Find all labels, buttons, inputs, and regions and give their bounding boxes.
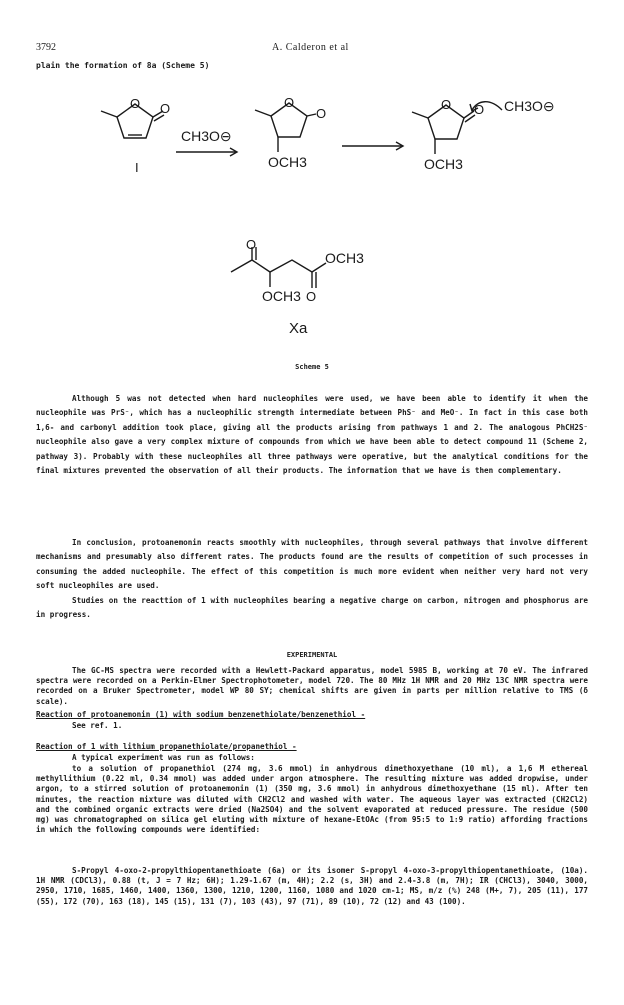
experimental-general: The GC-MS spectra were recorded with a Hewlett-Packard apparatus, model 5985 B, working at 70 eV. The infrared spectra were recorded on a Perkin-Elmer Spectrophotometer, model 720. The 80 MHz 1H NMR and 20 MHz 13C NMR spectra were recorded on a Bruker Spectrometer, model WP 80 SY; chemical shifts are given in parts per million relative to TMS (δ scale). (36, 666, 588, 706)
heading-reaction-benzenethiolate: Reaction of protoanemonin (1) with sodium benzenethiolate/benzenethiol - (36, 710, 366, 719)
och3-ether-Xa: OCH3 (262, 288, 301, 304)
svg-text:O: O (316, 106, 327, 121)
compound-characterization: S-Propyl 4-oxo-2-propylthiopentanethioate (6a) or its isomer S-propyl 4-oxo-3-propylthiopentanethioate, (10a). 1H NMR (CDCl3), 0.88 (t, J = 7 Hz; 6H); 1.29-1.67 (m, 4H); 2.2 (s, 3H) and 2.4-3.8 (m, 7H); IR (CHCl3), 3040, 3000, 2950, 1710, 1685, 1460, 1400, 1360, 1300, 1210, 1200, 1160, 1080 and 1020 cm-1; MS, m/z (%) 248 (M+, 7), 205 (11), 177 (55), 172 (70), 163 (18), 145 (15), 131 (7), 103 (43), 97 (71), 89 (10), 72 (12) and 43 (100). (36, 866, 588, 906)
svg-text:O: O (306, 289, 317, 304)
compound-I-label: I (135, 160, 139, 175)
reagent-label: CH3O⊖ (181, 128, 232, 144)
paragraph-1: Although 5 was not detected when hard nucleophiles were used, we have been able to identify it when the nucleophile was PrS⁻, which has a nucleophilic strength intermediate between PhS⁻ and MeO⁻. In fact in this case both 1,6- and carbonyl addition took place, giving all the products arising from pathways 1 and 2. The analogous PhCH2S⁻ nucleophile also gave a very complex mixture of compounds from which we have been able to detect compound 11 (Scheme 2, pathway 3). Probably with these nucleophiles all three pathways were operative, but the analytical conditions for the final mixtures prevented the observation of all their products. The information that we have is then complementary. (36, 394, 588, 476)
procedure-text: to a solution of propanethiol (274 mg, 3.6 mmol) in anhydrous dimethoxyethane (10 ml), a 1,6 M ethereal methyllithium (0.22 ml, 0.34 mmol) was added under argon atmosphere. The resulting mixture was added dropwise, under argon, to a stirred solution of protoanemonin (1) (350 mg, 3.6 mmol) in anhydrous dimethoxyethane (15 ml). After ten minutes, the reaction mixture was diluted with CH2Cl2 and washed with water. The aqueous layer was extracted (CH2Cl2) and the combined organic extracts were dried (Na2SO4) and the solvent evaporated at reduced pressure. The residue (500 mg) was chromatographed on silica gel eluting with mixture of hexane-EtOAc (from 95:5 to 1:9 ratio) affording fractions in which the following compounds were identified: (36, 764, 588, 835)
paragraph-2: In conclusion, protoanemonin reacts smoothly with nucleophiles, through several pathways that involve different mechanisms and presumably also different rates. The products found are the results of competition of such processes in consuming the added nucleophile. The effect of this competition is much more evident when neither very hard not very soft nucleophiles are used. (36, 538, 588, 591)
chain-Xa (231, 260, 312, 272)
page-number: 3792 (36, 42, 56, 53)
svg-text:O: O (474, 102, 485, 117)
heading2-sub: A typical experiment was run as follows: (72, 753, 255, 762)
scheme-caption: Scheme 5 (295, 363, 329, 371)
och3-intermediate-1: OCH3 (268, 154, 307, 170)
scheme-5-drawing (0, 0, 624, 360)
svg-text:O: O (246, 237, 257, 252)
och3-ester-Xa: OCH3 (325, 250, 364, 266)
experimental-title: EXPERIMENTAL (286, 651, 338, 659)
compound-Xa-label: Xa (289, 320, 308, 337)
svg-text:O: O (130, 96, 141, 111)
och3-intermediate-2: OCH3 (424, 156, 463, 172)
heading1-text: See ref. 1. (72, 721, 123, 730)
intro-line: plain the formation of 8a (Scheme 5) (36, 61, 210, 70)
heading-reaction-propanethiolate: Reaction of 1 with lithium propanethiolate/propanethiol - (36, 742, 297, 751)
svg-text:O: O (441, 97, 452, 112)
svg-text:O: O (284, 95, 295, 110)
running-header-authors: A. Calderon et al (272, 42, 349, 53)
paragraph-3: Studies on the reacttion of 1 with nucleophiles bearing a negative charge on carbon, nitrogen and phosphorus are in progress. (36, 596, 588, 620)
svg-text:O: O (160, 101, 171, 116)
methoxide-attack-label: CH3O⊖ (504, 98, 555, 114)
